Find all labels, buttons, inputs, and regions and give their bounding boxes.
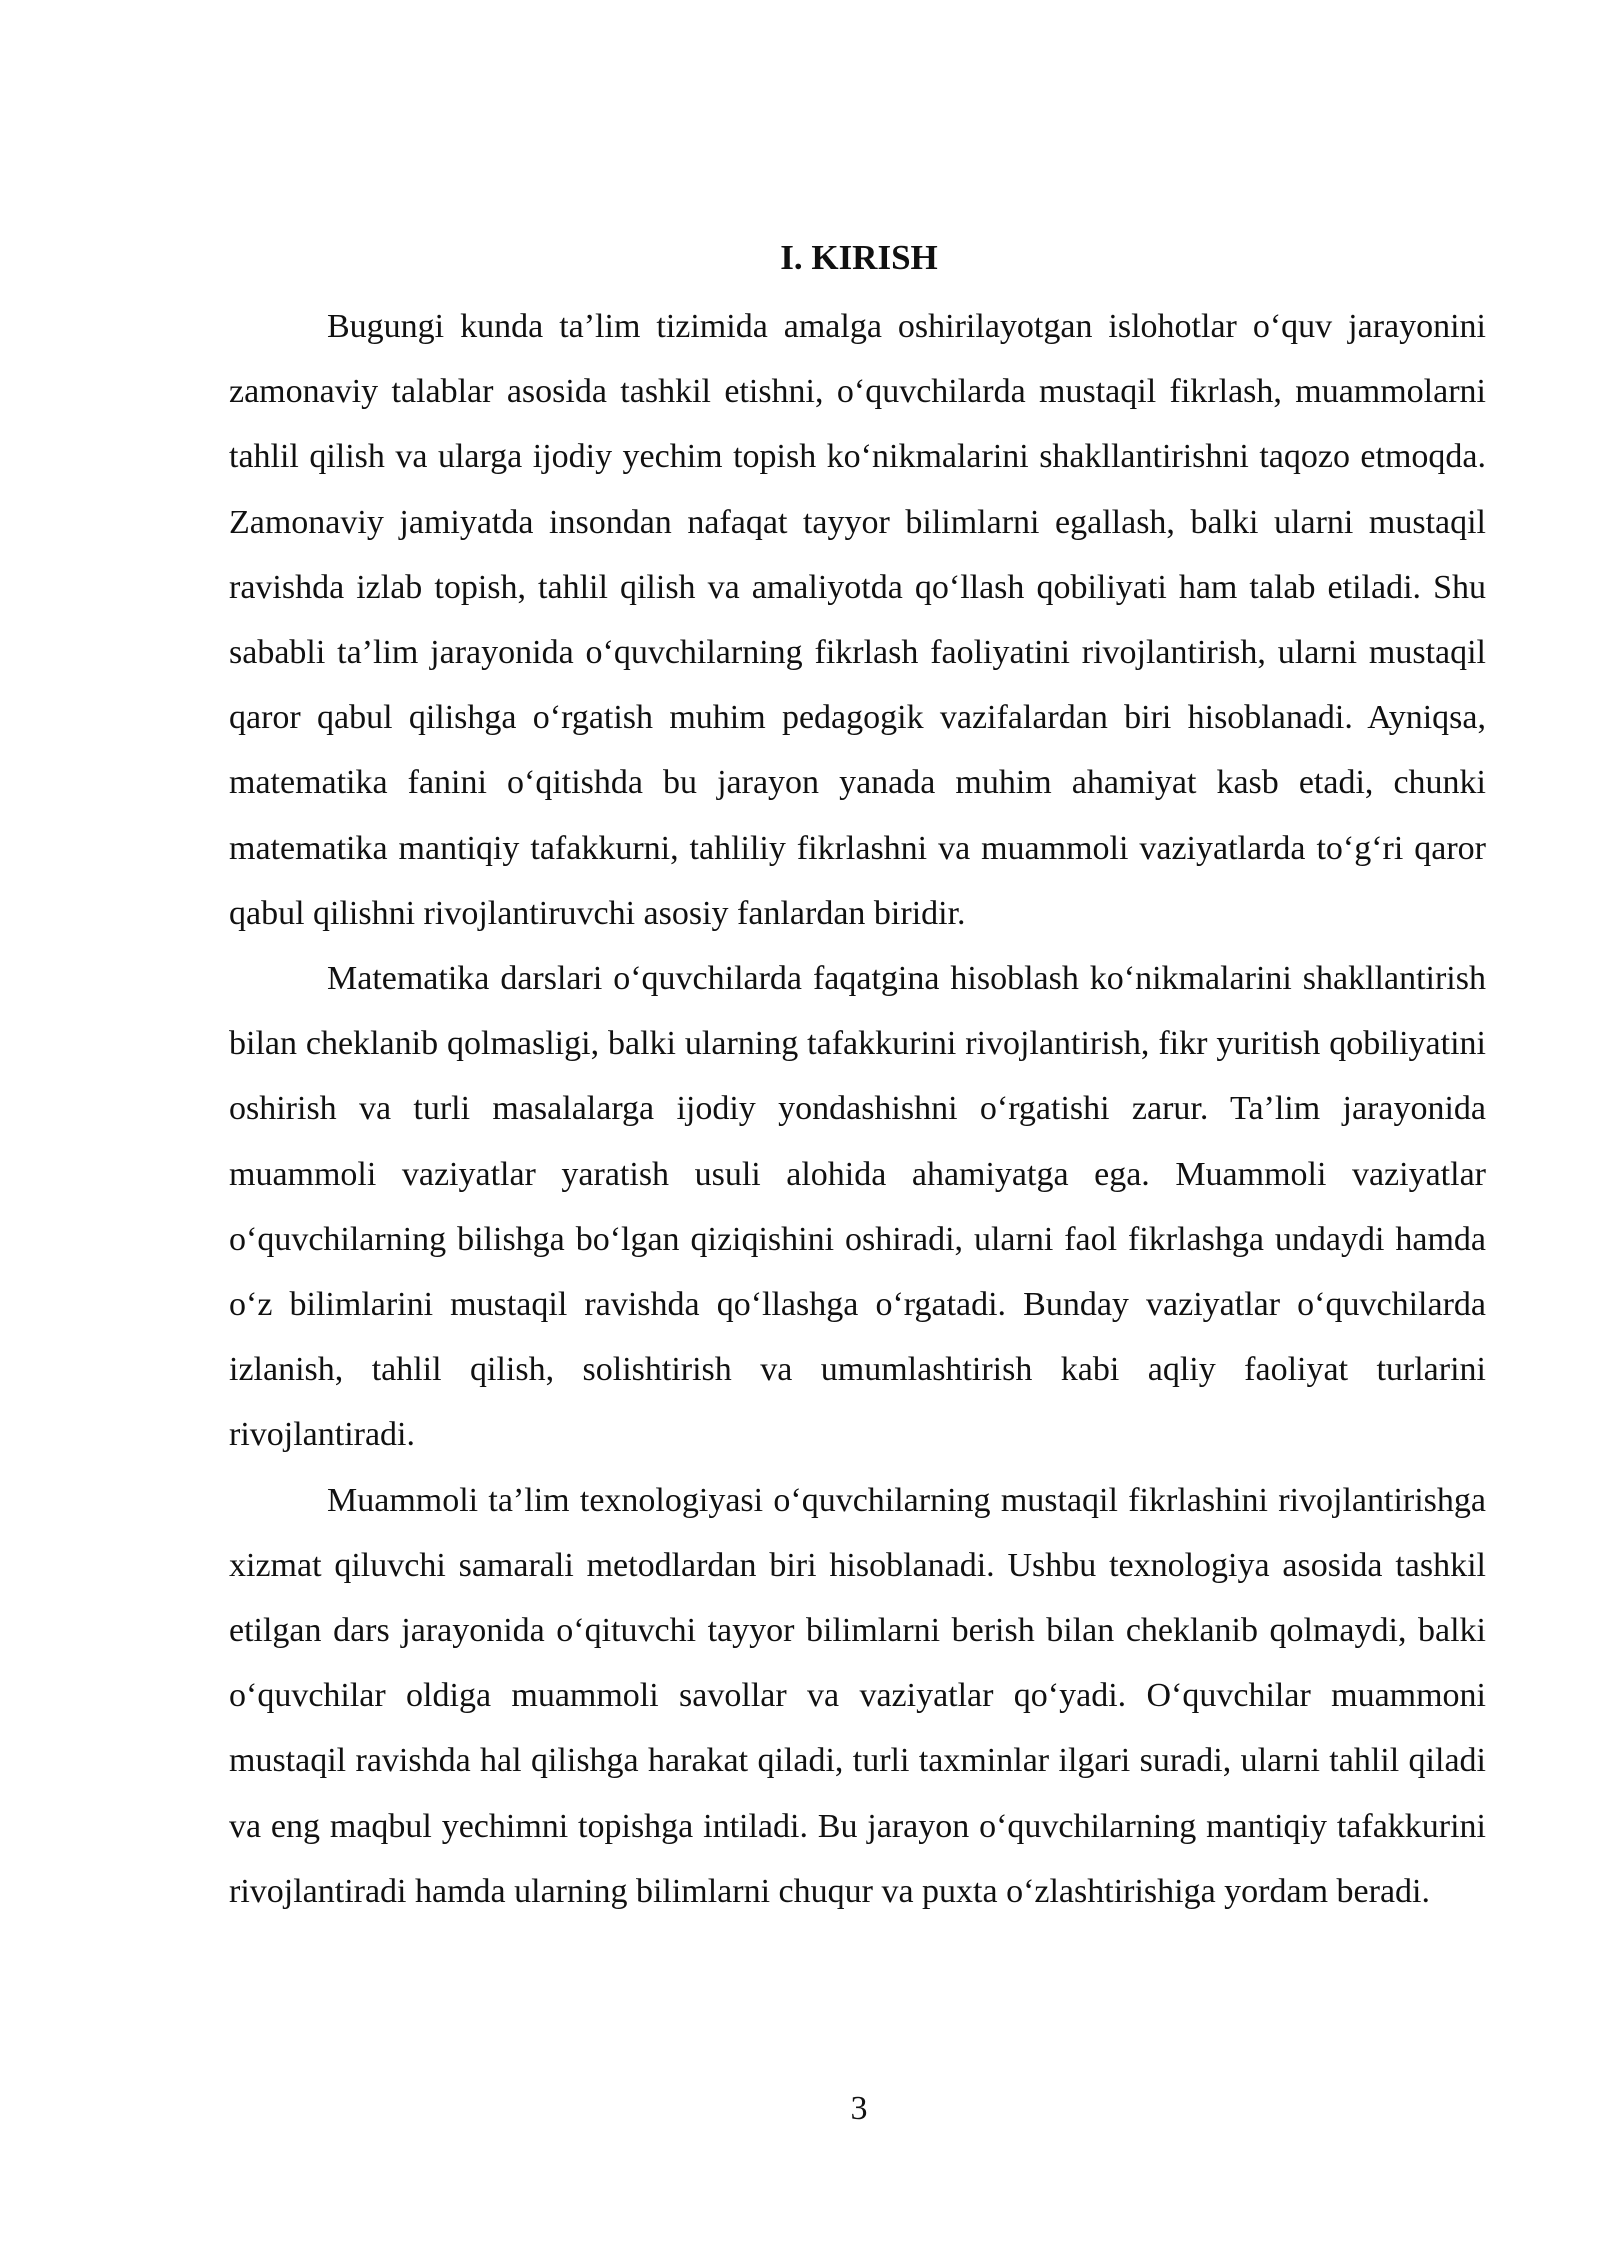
body-text	[229, 294, 1486, 1924]
paragraph: Matematika darslari o‘quvchilarda faqatgina hisoblash ko‘nikmalarini shakllantirish bilan cheklanib qolmasligi, balki ularning tafakkurini rivojlantirish, fikr yuritish qobiliyatini oshirish va turli masalalarga ijodiy yondashishni o‘rgatishi zarur. Ta’lim jarayonida muammoli vaziyatlar yaratish usuli alohida ahamiyatga ega. Muammoli vaziyatlar o‘quvchilarning bilishga bo‘lgan qiziqishini oshiradi, ularni faol fikrlashga undaydi hamda o‘z bilimlarini mustaqil ravishda qo‘llashga o‘rgatadi. Bunday vaziyatlar o‘quvchilarda izlanish, tahlil qilish, solishtirish va umumlashtirish kabi aqliy faoliyat turlarini rivojlantiradi.	[229, 960, 1486, 1454]
page-number: 3	[850, 2090, 868, 2127]
paragraph: Muammoli ta’lim texnologiyasi o‘quvchilarning mustaqil fikrlashini rivojlantirishga xizmat qiluvchi samarali metodlardan biri hisoblanadi. Ushbu texnologiya asosida tashkil etilgan dars jarayonida o‘qituvchi tayyor bilimlarni berish bilan cheklanib qolmaydi, balki o‘quvchilar oldiga muammoli savollar va vaziyatlar qo‘yadi. O‘quvchilar muammoni mustaqil ravishda hal qilishga harakat qiladi, turli taxminlar ilgari suradi, ularni tahlil qiladi va eng maqbul yechimni topishga intiladi. Bu jarayon o‘quvchilarning mantiqiy tafakkurini rivojlantiradi hamda ularning bilimlarni chuqur va puxta o‘zlashtirishiga yordam beradi.	[229, 1481, 1486, 1910]
paragraph: Bugungi kunda ta’lim tizimida amalga oshirilayotgan islohotlar o‘quv jarayonini zamonaviy talablar asosida tashkil etishni, o‘quvchilarda mustaqil fikrlash, muammolarni tahlil qilish va ularga ijodiy yechim topish ko‘nikmalarini shakllantirishni taqozo etmoqda. Zamonaviy jamiyatda insondan nafaqat tayyor bilimlarni egallash, balki ularni mustaqil ravishda izlab topish, tahlil qilish va amaliyotda qo‘llash qobiliyati ham talab etiladi. Shu sababli ta’lim jarayonida o‘quvchilarning fikrlash faoliyatini rivojlantirish, ularni mustaqil qaror qabul qilishga o‘rgatish muhim pedagogik vazifalardan biri hisoblanadi. Ayniqsa, matematika fanini o‘qitishda bu jarayon yanada muhim ahamiyat kasb etadi, chunki matematika mantiqiy tafakkurni, tahliliy fikrlashni va muammoli vaziyatlarda to‘g‘ri qaror qabul qilishni rivojlantiruvchi asosiy fanlardan biridir.	[229, 308, 1486, 932]
section-heading: I. KIRISH	[780, 238, 938, 277]
